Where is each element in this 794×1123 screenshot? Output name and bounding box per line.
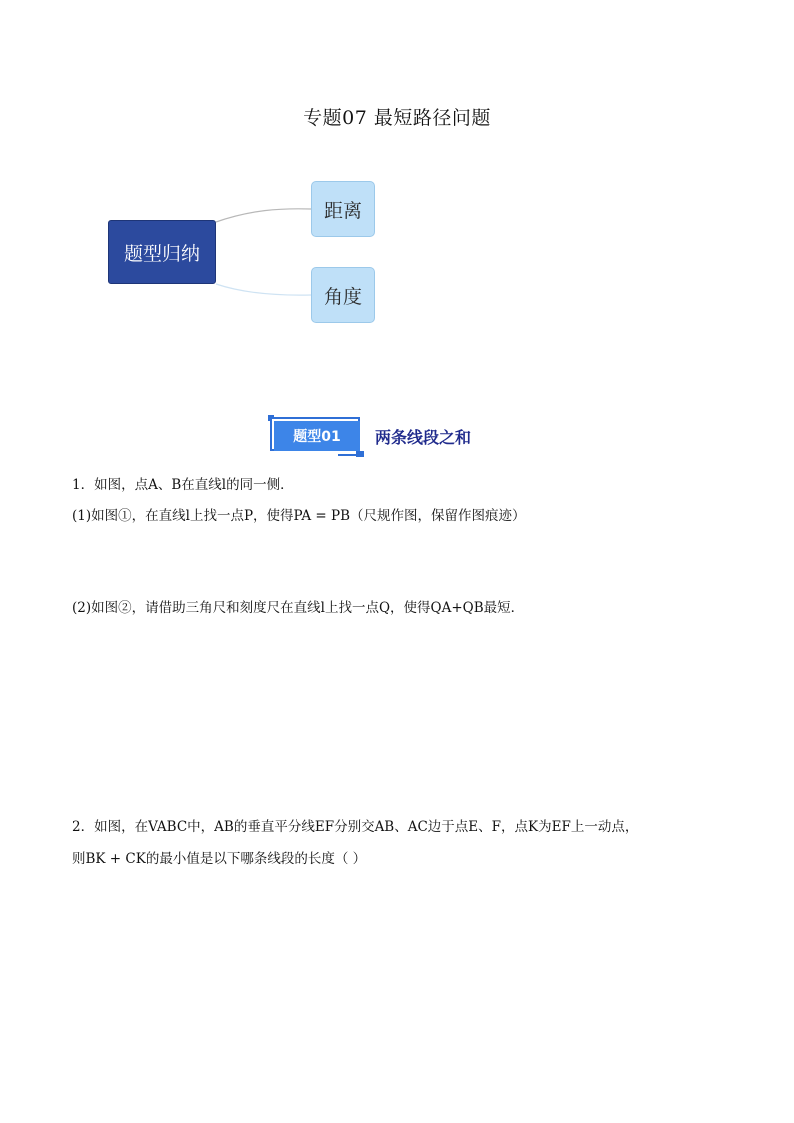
question-1-part-1: (1)如图①，在直线l上找一点P，使得PA = PB（尺规作图，保留作图痕迹） — [72, 508, 526, 524]
connector-line-1 — [216, 209, 311, 222]
badge-decoration — [338, 454, 364, 456]
question-1-intro: 1．如图，点A、B在直线l的同一侧． — [72, 477, 294, 493]
mindmap-connectors — [0, 0, 794, 400]
mindmap-node-distance: 距离 — [311, 181, 375, 237]
connector-line-2 — [216, 284, 311, 295]
page-title: 专题07 最短路径问题 — [303, 107, 491, 129]
question-2-line-2: 则BK + CK的最小值是以下哪条线段的长度（ ） — [72, 851, 367, 867]
section-title: 两条线段之和 — [375, 428, 472, 447]
section-header — [268, 413, 528, 459]
question-2-line-1: 2．如图，在VABC中，AB的垂直平分线EF分别交AB、AC边于点E、F，点K为EF上一动点， — [72, 819, 639, 835]
section-badge: 题型01 — [274, 421, 360, 451]
mindmap-node-angle: 角度 — [311, 267, 375, 323]
question-1-part-2: (2)如图②，请借助三角尺和刻度尺在直线l上找一点Q，使得QA+QB最短． — [72, 600, 525, 616]
mindmap-root-node: 题型归纳 — [108, 220, 216, 284]
